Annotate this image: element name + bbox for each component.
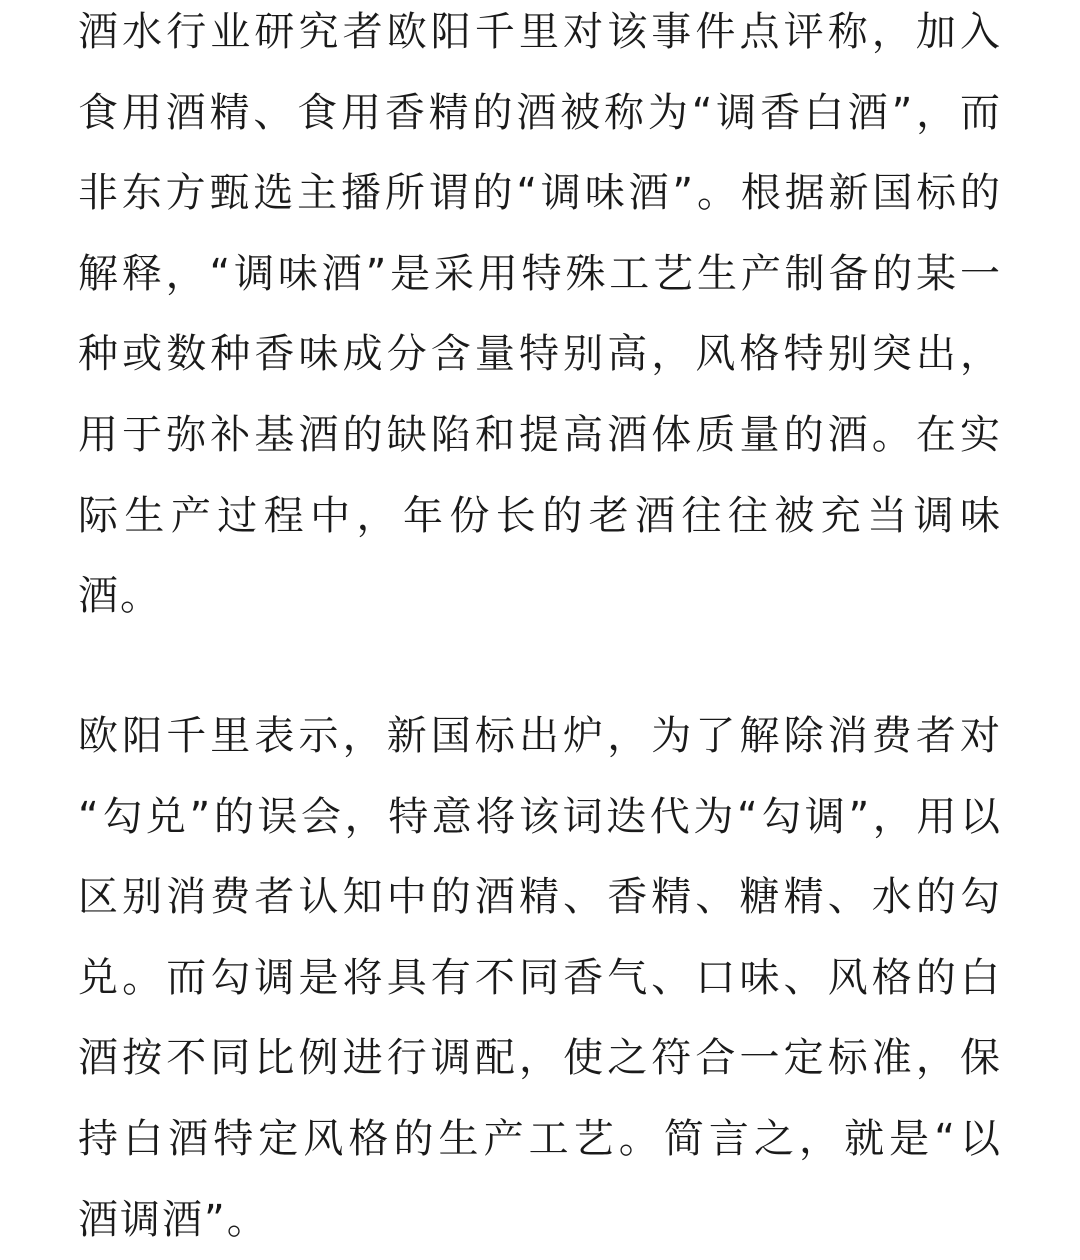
paragraph-1-line: 际生产过程中，年份长的老酒往往被充当调味 xyxy=(78,492,1002,539)
paragraph-2-line: 酒按不同比例进行调配，使之符合一定标准，保 xyxy=(78,1035,1002,1082)
paragraph-2-line: 区别消费者认知中的酒精、香精、糖精、水的勾 xyxy=(78,874,1002,921)
paragraph-1-line: 解释，“调味酒”是采用特殊工艺生产制备的某一 xyxy=(78,250,1002,297)
paragraph-2-line: 酒调酒”。 xyxy=(78,1196,269,1243)
paragraph-1-line: 酒。 xyxy=(78,573,162,620)
paragraph-2 xyxy=(78,696,1002,1260)
paragraph-2-line: 欧阳千里表示，新国标出炉，为了解除消费者对 xyxy=(78,713,1002,759)
paragraph-2-line: “勾兑”的误会，特意将该词迭代为“勾调”，用以 xyxy=(78,793,1002,840)
paragraph-1-line: 酒水行业研究者欧阳千里对该事件点评称，加入 xyxy=(78,9,1002,55)
paragraph-1-line: 种或数种香味成分含量特别高，风格特别突出， xyxy=(78,331,1002,378)
paragraph-2-line: 兑。而勾调是将具有不同香气、口味、风格的白 xyxy=(78,954,1002,1001)
paragraph-1-line: 非东方甄选主播所谓的“调味酒”。根据新国标的 xyxy=(78,170,1002,217)
paragraph-2-line: 持白酒特定风格的生产工艺。简言之，就是“以 xyxy=(78,1115,1002,1162)
paragraph-1-line: 食用酒精、食用香精的酒被称为“调香白酒”，而 xyxy=(78,89,1002,136)
paragraph-1 xyxy=(78,0,1002,637)
paragraph-1-line: 用于弥补基酒的缺陷和提高酒体质量的酒。在实 xyxy=(78,411,1002,458)
